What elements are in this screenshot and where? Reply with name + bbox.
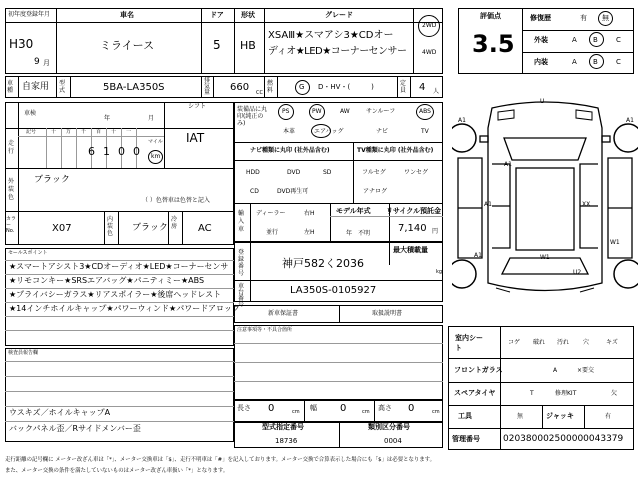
use-label: 車種 [7, 80, 14, 94]
reg-no-label: 登録番号 [238, 249, 245, 277]
length-unit: cm [292, 409, 300, 415]
nav-cd: CD [250, 188, 259, 195]
top-info-box [5, 8, 443, 74]
equip-ps: PS [282, 108, 290, 115]
import-label: 輸入車 [238, 210, 245, 233]
damage-w1-right: W1 [610, 239, 620, 246]
exterior-color-value: ブラック [34, 175, 70, 185]
mgmt-value: 020380002500000043379 [503, 434, 624, 444]
tv-fullseg: フルセグ [362, 169, 386, 176]
seat-tear: 破れ [533, 339, 546, 346]
spare-label: スペアタイヤ [454, 389, 496, 397]
footer-line-2: また、メーター交換の条件を満たしていないものはメーター改ざん車扱い「*」となります。 [5, 468, 229, 474]
model-label: 型式 [59, 80, 66, 94]
recycle-label: リサイクル預託金 [386, 207, 442, 215]
reg-year: H30 [9, 37, 34, 51]
jack-value: 有 [605, 413, 612, 420]
spare-t: T [530, 390, 534, 397]
new-warranty: 新車保証書 [268, 310, 299, 317]
color-no-value: X07 [52, 223, 72, 234]
airbag-circle [311, 124, 331, 138]
sales-line-4: ★14インチホイルキャップ★パワーウィンド★パワードアロック [9, 304, 240, 313]
use-value: 自家用 [22, 82, 50, 92]
interior-grade-a: A [572, 58, 577, 66]
car-damage-diagram [452, 98, 638, 318]
damage-a1-door: A1 [504, 161, 512, 168]
model-year-label: モデル年式 [336, 207, 371, 215]
equip-navi: ナビ [376, 128, 389, 135]
reg-year-label: 初年度登録年月 [8, 11, 51, 18]
repair-yes: 有 [580, 14, 587, 22]
model-value: 5BA-LA350S [103, 82, 165, 93]
kg-unit: kg [436, 269, 443, 275]
drive-2wd: 2WD [422, 22, 437, 29]
seat-hole: 穴 [583, 339, 590, 346]
nav-dvd: DVD [287, 169, 301, 176]
shift-label: シフト [188, 103, 207, 110]
seat-burn: コゲ [508, 339, 521, 346]
height-value: 0 [408, 403, 415, 414]
damage-a1-front-right: A1 [626, 117, 634, 124]
reg-no-value: 神戸582く2036 [282, 257, 364, 270]
report-line-1: ウスキズ／ホイルキャップA [9, 408, 111, 417]
nav-hdd: HDD [246, 169, 260, 176]
cert-label: 型式指定番号 [262, 423, 304, 431]
height-label: 高さ [378, 404, 392, 412]
nav-sd: SD [323, 169, 332, 176]
tv-analog: アナログ [363, 188, 388, 195]
glass-label: フロントガラス [454, 366, 503, 374]
grade-line-1: XSAⅢ★スマアシ3★CDオー [268, 30, 394, 41]
seat-label: 室内シート [455, 334, 483, 352]
reg-month: 9 [34, 57, 40, 67]
spare-kit: 修理KIT [555, 390, 577, 397]
class-value: 0004 [384, 437, 402, 445]
grade-line-2: ディオ★LED★コーナーセンサー [268, 46, 407, 57]
displacement-label: 排気量 [204, 77, 211, 96]
import-dealer: ディーラー [256, 210, 286, 217]
damage-a1-rear: A1 [474, 252, 482, 259]
unit-10: 十 [111, 129, 117, 135]
interior-grade-b: B [593, 58, 598, 66]
car-outline-svg [452, 98, 638, 318]
tv-oneseg: ワンセグ [404, 169, 429, 176]
capacity-label: 定員 [400, 80, 407, 94]
equipment-label: 装備品に丸印(純正のみ) [237, 106, 268, 127]
unit-1k: 千 [81, 129, 87, 135]
tools-value: 無 [517, 413, 524, 420]
recycle-value: 7,140 [398, 223, 427, 234]
sales-line-2: ★リモコンキー★SRSエアバッグ★パニティミー★ABS [9, 276, 205, 285]
width-unit: cm [362, 409, 370, 415]
equip-abs: ABS [419, 108, 431, 115]
color-change-note: （ ）色替車は色替と記入 [142, 197, 210, 204]
yen-unit: 円 [432, 228, 439, 235]
chassis-value: LA350S-0105927 [290, 285, 377, 296]
car-name: ミライース [100, 39, 155, 52]
unit-100: 百 [96, 129, 102, 135]
report-line-2: バックパネル歪／Rサイドメンバー歪 [9, 424, 141, 433]
fuel-g: G [299, 83, 305, 91]
interior-grade-label: 内装 [534, 58, 548, 66]
jack-label: ジャッキ [546, 412, 574, 420]
seat-scratch: キズ [606, 339, 618, 346]
cc-unit: CC [256, 90, 263, 96]
equip-pw: PW [312, 108, 322, 115]
nav-dvd-play: DVD再生可 [277, 188, 309, 195]
max-load-label: 最大積載量 [393, 246, 428, 254]
person-unit: 人 [433, 88, 440, 95]
unit-10m: 十 [51, 129, 57, 135]
shape-label: 形状 [241, 11, 255, 19]
mileage-digit-4: 0 [133, 145, 140, 158]
damage-a1-front-left: A1 [458, 117, 466, 124]
fuel-other: D・HV・( ) [318, 83, 374, 91]
tools-label: 工具 [458, 412, 472, 420]
exterior-grade-c: C [616, 36, 621, 44]
mileage-label: 走行 [8, 140, 15, 155]
score-label: 評価点 [480, 12, 501, 20]
inspection-year: 年 [104, 115, 111, 122]
chassis-label: 車台番号 [238, 283, 245, 308]
exterior-grade-label: 外装 [534, 36, 548, 44]
ac-value: AC [198, 223, 212, 234]
interior-color-label: 内装色 [107, 216, 114, 237]
capacity-value: 4 [419, 82, 426, 93]
glass-a: A [553, 367, 558, 374]
km-unit: km [151, 153, 161, 160]
equip-leather: 本革 [283, 128, 296, 135]
exterior-grade-a: A [572, 36, 577, 44]
damage-u2: U2 [573, 269, 582, 276]
mileage-digit-1: 6 [88, 145, 95, 158]
equip-sunroof: サンルーフ [366, 108, 396, 115]
spare-missing: 欠 [611, 390, 618, 397]
displacement-value: 660 [230, 82, 250, 93]
cert-value: 18736 [275, 437, 298, 445]
seat-dirt: 汚れ [557, 339, 570, 346]
inspector-label: 検査員報告欄 [8, 350, 39, 356]
exterior-color-label: 外装色 [8, 178, 15, 201]
sales-label: セールスポイント [8, 250, 48, 256]
mileage-digit-2: 1 [103, 145, 110, 158]
unit-1: 一 [126, 129, 132, 135]
ac-label: 冷房 [171, 216, 178, 230]
height-unit: cm [432, 409, 440, 415]
repair-label: 修復歴 [530, 14, 551, 22]
interior-grade-c: C [616, 58, 621, 66]
damage-a1-side: A1 [484, 201, 492, 208]
mile-unit: マイル [148, 139, 163, 145]
grade-label: グレード [325, 11, 353, 19]
tv-type-label: TV種類に丸印 (社外品含む) [357, 147, 434, 154]
equip-aw: AW [340, 108, 350, 115]
exterior-grade-b: B [593, 36, 598, 44]
shift-value: IAT [186, 131, 205, 145]
footer-line-1: 走行距離の記号欄に メーター改ざん車は「*」、メーター交換車は「$」、走行不明車は「#」を記入しております。メーター交換で合算表示した場合にも「$」は必要となります。 [5, 457, 435, 463]
model-year-value: 年 不明 [346, 230, 371, 237]
month-unit: 月 [43, 59, 50, 67]
equip-airbag: エアバッグ [314, 128, 344, 135]
nav-type-label: ナビ種類に丸印 (社外品含む) [250, 147, 330, 154]
equip-tv: TV [421, 128, 429, 135]
glass-replace: ×要交 [577, 367, 595, 374]
inspection-month: 月 [148, 115, 155, 122]
drive-4wd: 4WD [422, 49, 437, 56]
handle-right: 右H [304, 210, 315, 217]
inspection-label: 車検 [24, 110, 37, 117]
handle-left: 左H [304, 229, 315, 236]
manual: 取扱説明書 [372, 310, 403, 317]
door-label: ドア [210, 11, 224, 19]
width-value: 0 [340, 403, 347, 414]
class-label: 類別区分番号 [368, 423, 410, 431]
mileage-digit-3: 0 [118, 145, 125, 158]
mgmt-label: 管理番号 [452, 435, 480, 443]
car-name-label: 車名 [120, 11, 134, 19]
color-no-label: カラーNo. [6, 216, 17, 234]
sales-line-3: ★プライバシーガラス★リアスポイラー★後席ヘッドレスト [9, 290, 222, 299]
interior-color-value: ブラック [132, 223, 168, 233]
notes-label: 注意事項等・不具合箇所 [237, 327, 293, 333]
score-value: 3.5 [472, 30, 515, 58]
fuel-label: 燃料 [267, 80, 274, 94]
damage-xx: XX [582, 201, 591, 208]
length-value: 0 [268, 403, 275, 414]
damage-u: U [540, 98, 545, 105]
door-count: 5 [213, 38, 221, 52]
damage-w1-rear: W1 [540, 254, 550, 261]
record-label: 記号 [26, 129, 37, 135]
repair-no: 無 [602, 14, 609, 22]
unit-10k: 万 [66, 129, 72, 135]
import-parallel: 並行 [266, 229, 279, 236]
sales-line-1: ★スマートアシスト3★CDオーディオ★LED★コーナーセンサ [9, 262, 229, 271]
length-label: 長さ [237, 404, 251, 412]
width-label: 幅 [310, 404, 317, 412]
body-shape: HB [240, 39, 256, 52]
